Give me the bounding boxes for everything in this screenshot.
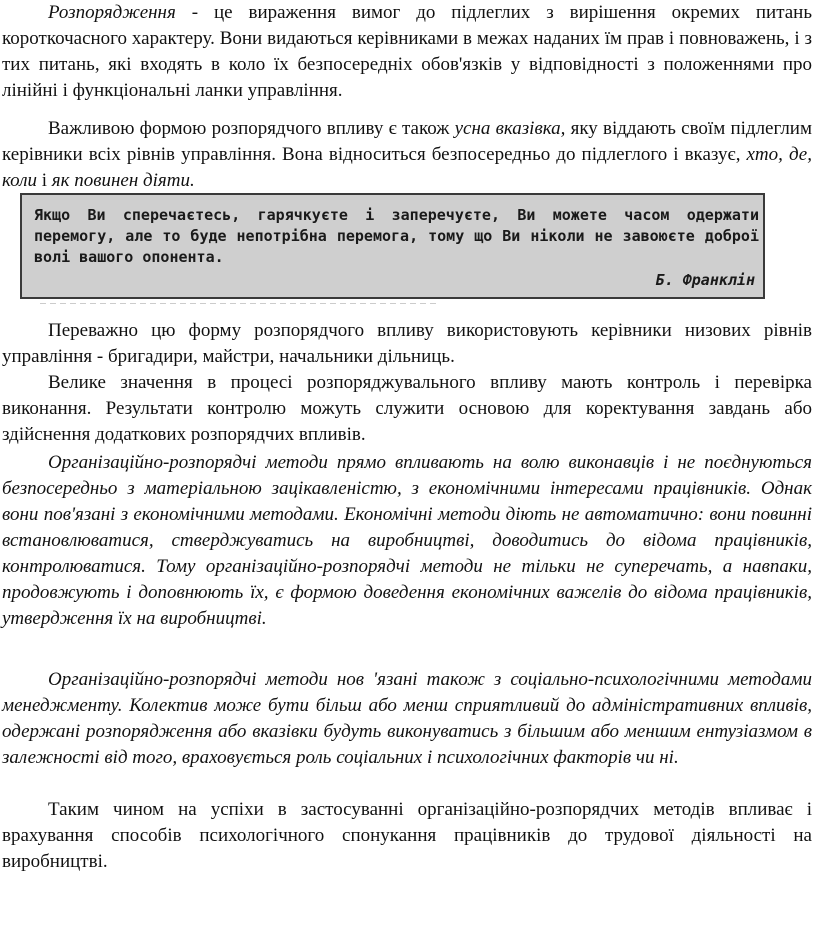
paragraph-org-social-methods: Організаційно-розпорядчі методи нов 'язані також з соціально-психологічними методами менеджменту. Колектив може бути більш або менш сприятливий до адміністративних впливів, одержані розпорядження або вказівки будуть виконуватись з більшим або меншим ентузіазмом в залежності від того, враховується роль соціальних і психологічних факторів чи ні. [2, 669, 812, 768]
paragraph-lower-managers: Переважно цю форму розпорядчого впливу використовують керівники низових рівнів управління - бригадири, майстри, начальники дільниць. [2, 320, 812, 367]
paragraph-oral-instruction [2, 116, 812, 194]
paragraph-text: яку віддають своїм підлеглим керівники всіх рівнів управління. Вона відноситься безпосередньо до підлеглого і вказує, [2, 118, 812, 165]
quote-text: Якщо Ви сперечаєтесь, гарячкуєте і заперечуєте, Ви можете часом одержати перемогу, але то буде непотрібна перемога, тому що Ви ніколи не завоюєте доброї волі вашого опонента. [34, 206, 759, 266]
emphasis-how-to-act: як повинен діяти. [51, 170, 195, 191]
term-order: Розпорядження [48, 2, 176, 23]
quote-box [20, 193, 765, 299]
paragraph-text: Важливою формою розпорядчого впливу є також [48, 118, 455, 139]
scan-artifact-divider [40, 303, 440, 304]
paragraph-definition-order [2, 0, 812, 104]
paragraph-text: - це вираження вимог до підлеглих з вирішення окремих питань короткочасного характеру. Вони видаються керівниками в межах наданих їм прав і повноважень, і з тих питань, які входять в коло їх безпосередніх обов'язків у відповідності з положеннями про лінійні і функціональні ланки управління. [2, 2, 812, 101]
paragraph-control: Велике значення в процесі розпоряджувального впливу мають контроль і перевірка виконання. Результати контролю можуть служити основою для коректування завдань або здійснення додаткових розпорядчих впливів. [2, 372, 812, 445]
paragraph-text: і [36, 170, 52, 191]
paragraph-org-economic-methods: Організаційно-розпорядчі методи прямо впливають на волю виконавців і не поєднуються безпосередньо з матеріальною зацікавленістю, з економічними інтересами працівників. Однак вони пов'язані з економічними методами. Економічні методи діють не автоматично: вони повинні встановлюватися, стверджуватись на виробництві, доводитись до відома працівників, контролюватися. Тому організаційно-розпорядчі методи не тільки не суперечать, а навпаки, продовжують і доповнюють їх, є формою доведення економічних важелів до відома працівників, утвердження їх на виробництві. [2, 452, 812, 629]
paragraph-conclusion: Таким чином на успіхи в застосуванні організаційно-розпорядчих методів впливає і врахування способів психологічного спонукання працівників до трудової діяльності на виробництві. [2, 799, 812, 872]
quote-author: Б. Франклін [655, 271, 755, 289]
emphasis-who-where-when: хто, де, коли [2, 144, 812, 191]
term-oral-instruction: усна вказівка, [454, 118, 566, 139]
